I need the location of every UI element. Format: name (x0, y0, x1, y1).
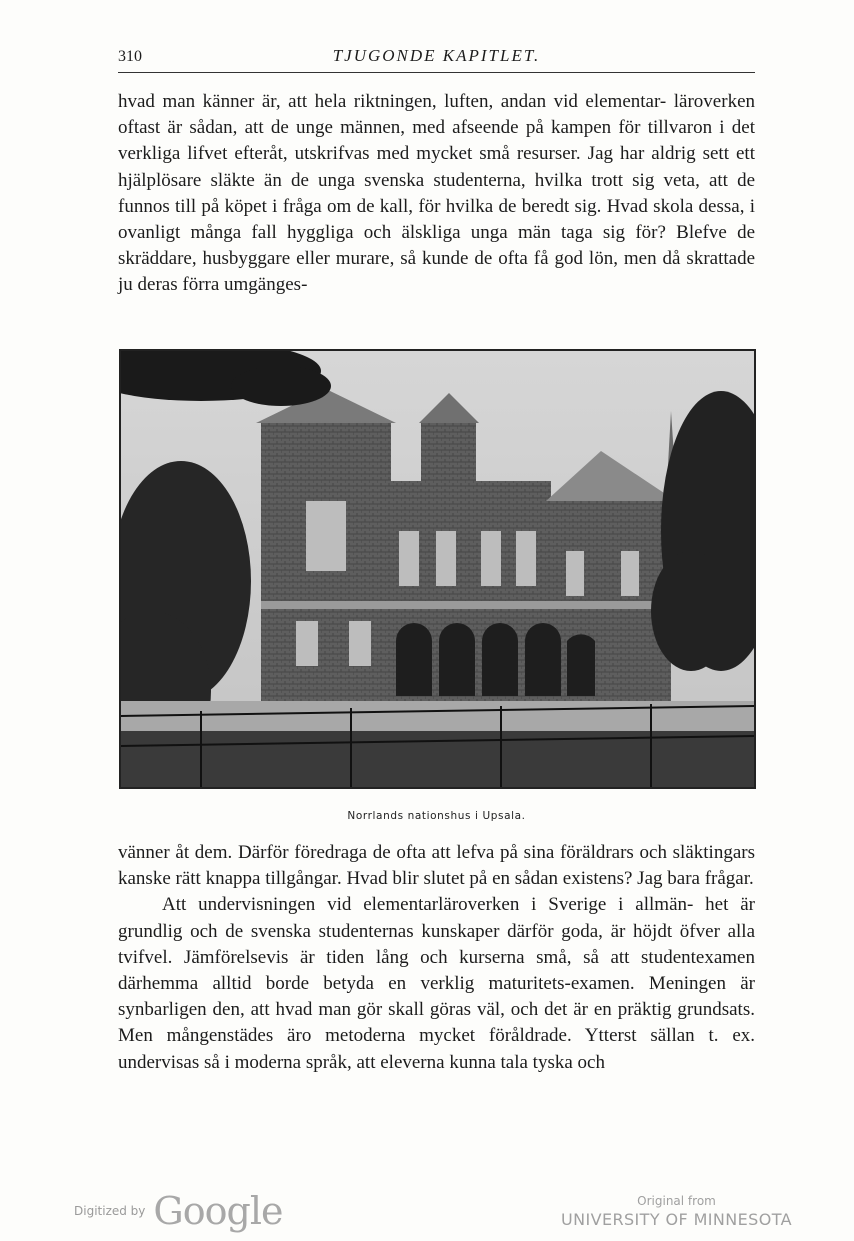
chapter-running-head: TJUGONDE KAPITLET. (332, 46, 541, 65)
text-line: undervisas så i moderna språk, att eleverna kunna tala tyska och (118, 1051, 605, 1073)
original-from-watermark (561, 1194, 792, 1229)
original-from-source: UNIVERSITY OF MINNESOTA (561, 1210, 792, 1229)
street (121, 701, 754, 731)
text-line: och släktingars kanske rätt knappa tillgångar. Hvad blir slutet på (118, 842, 755, 890)
text-line: är höjdt öfver alla tvifvel. Jämförelsevis är tiden lång och kurserna (118, 920, 756, 968)
text-line: kampen för tillvaron i det verkliga lifvet efteråt, utskrifvas med (118, 117, 756, 165)
paragraph (118, 892, 755, 1075)
text-line: hvad man känner är, att hela riktningen, luften, andan vid elementar- (118, 91, 667, 112)
text-line: en sådan existens? Jag bara frågar. (492, 868, 754, 890)
foliage-top (121, 351, 331, 406)
text-line: kunde de ofta få god lön, men då skrattade ju deras förra umgänges- (118, 248, 756, 296)
text-line: man gör skall göras väl, och det är en präktig grundsats. Men (118, 999, 755, 1047)
text-line: verklig maturitets-examen. Meningen är synbarligen den, att hvad (118, 973, 755, 1021)
body-text-bottom (118, 840, 755, 1076)
figure-caption: Norrlands nationshus i Upsala. (347, 810, 526, 822)
text-line: Att undervisningen vid elementarläroverken i Sverige i allmän- (162, 894, 694, 916)
text-line: läroverken oftast är sådan, att de unge männen, med afseende på (118, 91, 755, 139)
digitized-prefix: Digitized by (74, 1204, 146, 1218)
page-number: 310 (118, 48, 142, 65)
paragraph-continued (118, 89, 755, 299)
google-logo: Google (153, 1189, 283, 1233)
text-line: mycket små resurser. Jag har aldrig sett ett hjälplösare släkte än (118, 143, 755, 191)
text-line: skola dessa, i ovanligt många fall hyggliga och älskliga unga män (118, 195, 756, 244)
text-line: vänner åt dem. Därför föredraga de ofta att lefva på sina föräldrars (118, 842, 634, 863)
text-line: små, så att studentexamen därhemma alltid borde betyda en (118, 946, 755, 995)
original-from-label: Original from (637, 1194, 716, 1208)
text-line: de unga svenska studenterna, hvilka trott sig veta, att de funnos (118, 169, 756, 217)
building-photograph (119, 349, 756, 789)
body-text-top (118, 89, 755, 299)
paragraph-continued (118, 840, 755, 892)
running-header (118, 40, 755, 73)
digitized-by-watermark (74, 1189, 282, 1233)
text-line: till på köpet i fråga om de kall, för hvilka de beredt sig. Hvad (175, 195, 648, 217)
fence-wall (121, 731, 754, 787)
text-line: taga sig för? Blefve de skräddare, husbyggare eller murare, så (118, 222, 756, 270)
text-line: mångenstädes äro metoderna mycket föråldrade. Ytterst sällan t. ex. (166, 1025, 756, 1047)
text-line: het är grundlig och de svenska studenternas kunskaper därför goda, (118, 894, 755, 942)
